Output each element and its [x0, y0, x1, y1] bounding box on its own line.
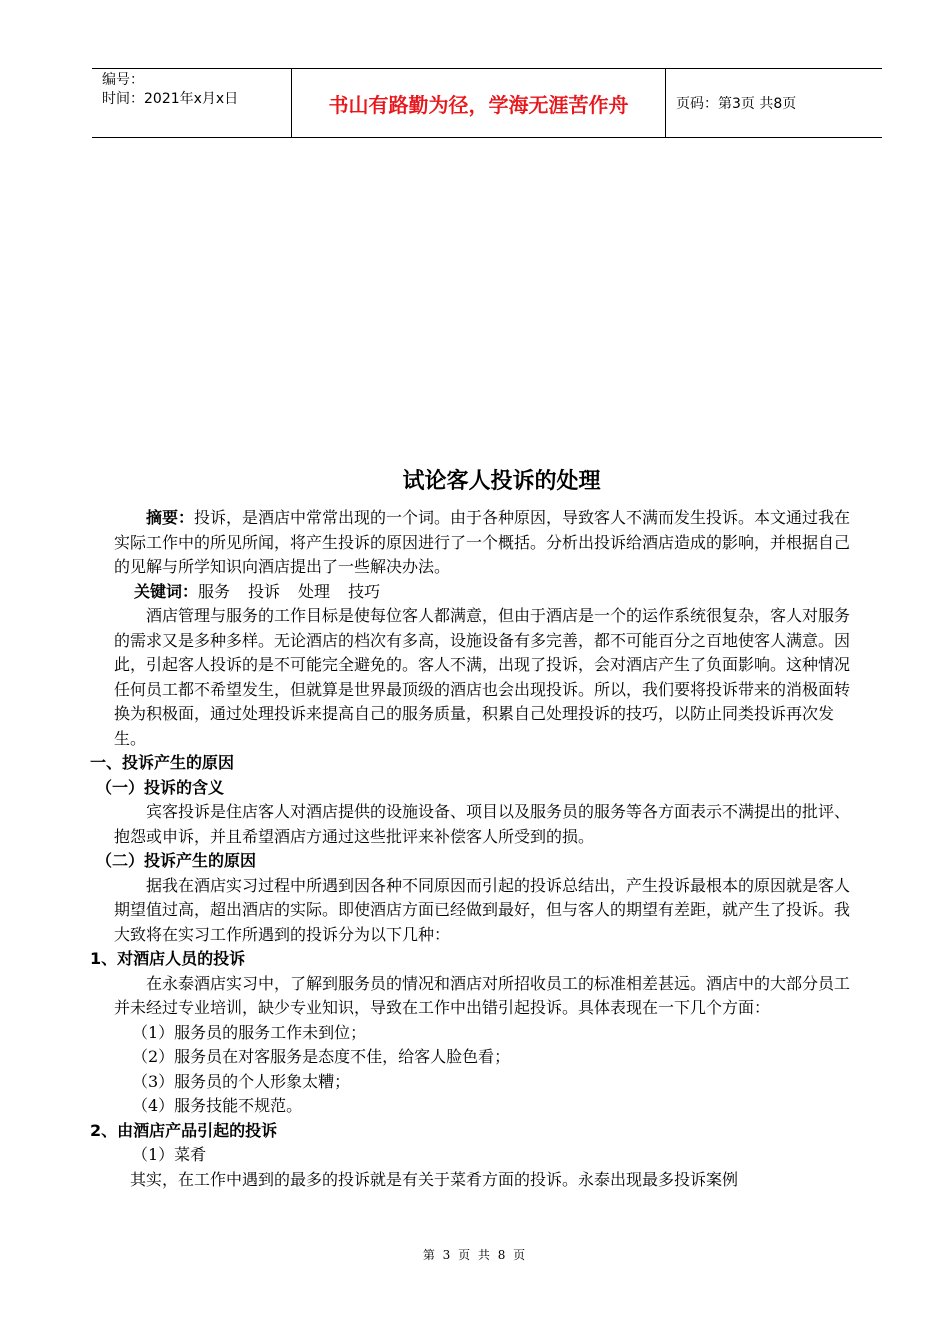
document-body [90, 464, 859, 1192]
page-header [92, 68, 882, 138]
list-item: （1）服务员的服务工作未到位； [132, 1022, 367, 1042]
list-item: （2）服务员在对客服务是态度不佳，给客人脸色看； [132, 1047, 511, 1066]
list-item: （3）服务员的个人形象太糟； [132, 1071, 351, 1091]
document-title: 试论客人投诉的处理 [402, 469, 601, 494]
keywords-line [114, 580, 859, 605]
time-label: 时间：2021年x月x日 [102, 91, 239, 107]
keyword: 服务 [198, 581, 231, 601]
keyword: 技巧 [348, 581, 381, 601]
keywords-label: 关键词： [134, 581, 199, 601]
abstract-paragraph [114, 506, 859, 580]
paragraph: 宾客投诉是住店客人对酒店提供的设施设备、项目以及服务员的服务等各方面表示不满提出的批评、抱怨或申诉，并且希望酒店方通过这些批评来补偿客人所受到的损。 [114, 802, 851, 846]
part-heading: 1、对酒店人员的投诉 [90, 949, 246, 968]
header-motto: 书山有路勤为径，学海无涯苦作舟 [292, 69, 666, 137]
list-item: （4）服务技能不规范。 [132, 1096, 303, 1115]
abstract-label: 摘要： [146, 508, 195, 527]
header-page-info: 页码：第3页 共8页 [676, 96, 797, 112]
paragraph: 其实，在工作中遇到的最多的投诉就是有关于菜肴方面的投诉。永泰出现最多投诉案例 [130, 1169, 739, 1189]
part-heading: 2、由酒店产品引起的投诉 [90, 1120, 278, 1140]
header-meta [92, 69, 292, 137]
paragraph: 在永泰酒店实习中，了解到服务员的情况和酒店对所招收员工的标准相差甚远。酒店中的大部分员工并未经过专业培训，缺少专业知识，导致在工作中出错引起投诉。具体表现在一下几个方面： [114, 973, 851, 1017]
number-label: 编号： [102, 72, 144, 88]
intro-paragraph: 酒店管理与服务的工作目标是使每位客人都满意，但由于酒店是一个的运作系统很复杂，客人对服务的需求又是多种多样。无论酒店的档次有多高，设施设备有多完善，都不可能百分之百地使客人满意。因此，引起客人投诉的是不可能完全避免的。客人不满，出现了投诉，会对酒店产生了负面影响。这种情况任何员工都不希望发生，但就算是世界最顶级的酒店也会出现投诉。所以，我们要将投诉带来的消极面转换为积极面，通过处理投诉来提高自己的服务质量，积累自己处理投诉的技巧，以防止同类投诉再次发生。 [114, 606, 851, 748]
abstract-text: 投诉，是酒店中常常出现的一个词。由于各种原因，导致客人不满而发生投诉。本文通过我在实际工作中的所见所闻，将产生投诉的原因进行了一个概括。分析出投诉给酒店造成的影响，并根据自己的见解与所学知识向酒店提出了一些解决办法。 [114, 508, 851, 576]
keyword: 处理 [298, 581, 331, 601]
section-heading: 一、投诉产生的原因 [90, 753, 235, 772]
list-item: （1）菜肴 [132, 1145, 207, 1164]
page-footer: 第 3 页 共 8 页 [422, 1248, 528, 1262]
paragraph: 据我在酒店实习过程中所遇到因各种不同原因而引起的投诉总结出，产生投诉最根本的原因就是客人期望值过高，超出酒店的实际。即使酒店方面已经做到最好，但与客人的期望有差距，就产生了投诉。我大致将在实习工作所遇到的投诉分为以下几种： [114, 875, 851, 944]
subsection-heading: （二）投诉产生的原因 [96, 851, 257, 870]
subsection-heading: （一）投诉的含义 [96, 777, 225, 797]
keyword: 投诉 [248, 581, 281, 601]
